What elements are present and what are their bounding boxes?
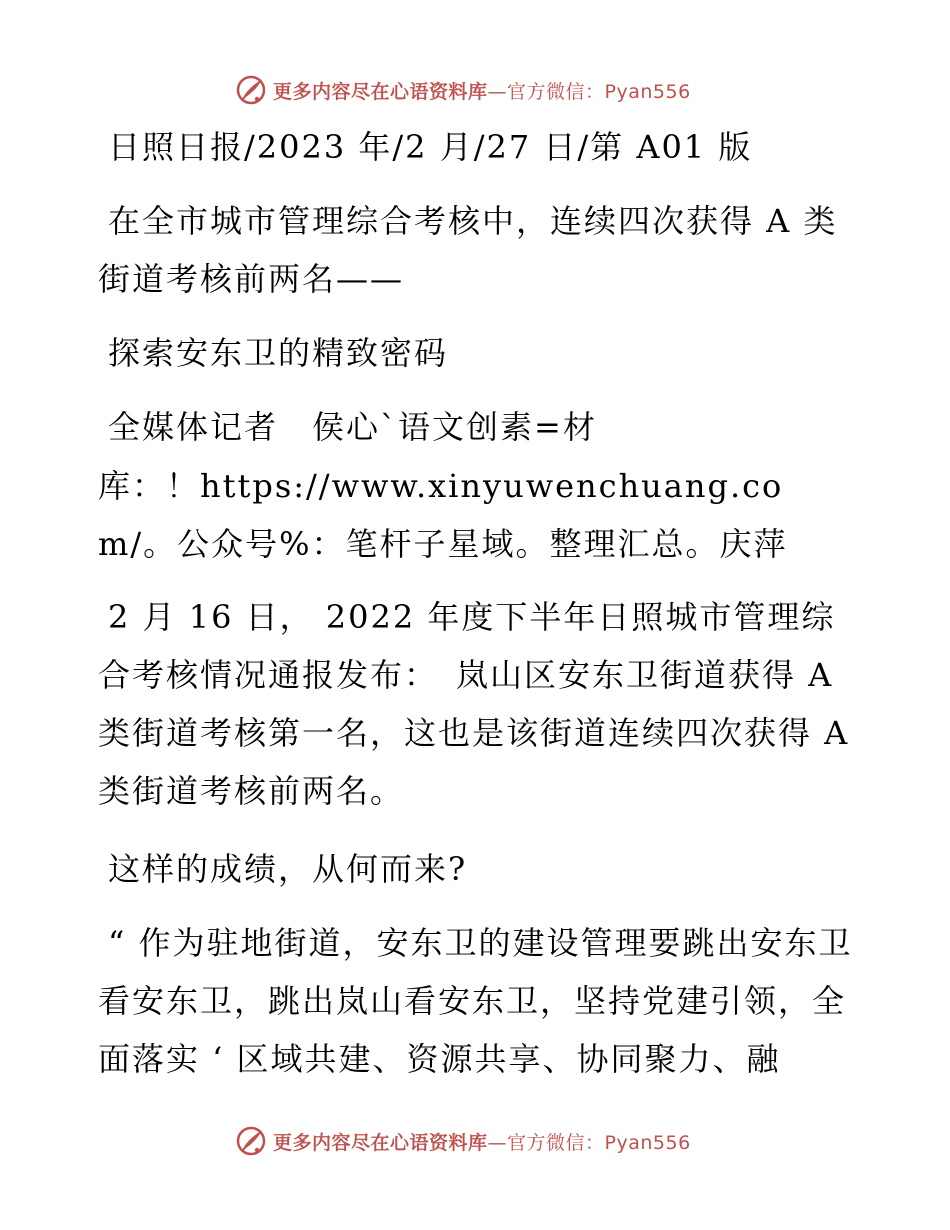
dateline: 日照日报/2023 年/2 月/27 日/第 A01 版 <box>108 128 753 166</box>
watermark-wechat-label: 官方微信： <box>507 1131 605 1154</box>
watermark-text <box>273 77 691 104</box>
quill-logo-icon <box>235 74 267 106</box>
watermark-wechat-id: Pyan556 <box>604 80 691 103</box>
watermark-lead: 更多内容尽在心语资料库 <box>273 80 488 103</box>
watermark-wechat-id: Pyan556 <box>604 1131 691 1154</box>
body-paragraph-2: 这样的成绩，从何而来? <box>108 850 468 888</box>
watermark-banner-top <box>235 73 691 107</box>
body-paragraph-3: “ 作为驻地街道，安东卫的建设管理要跳出安东卫看安东卫，跳出岚山看安东卫，坚持党建引领，全面落实 ‘ 区域共建、资源共享、协同聚力、融 <box>98 924 853 1078</box>
watermark-banner-bottom <box>235 1124 691 1158</box>
article-kicker: 在全市城市管理综合考核中，连续四次获得 A 类街道考核前两名—— <box>98 202 838 298</box>
watermark-wechat-label: 官方微信： <box>507 80 605 103</box>
watermark-text <box>273 1128 691 1155</box>
article-byline: 全媒体记者 侯心`语文创素=材 <box>108 408 597 446</box>
watermark-lead: 更多内容尽在心语资料库 <box>273 1131 488 1154</box>
body-paragraph-1: 2 月 16 日， 2022 年度下半年日照城市管理综合考核情况通报发布： 岚山区安东卫街道获得 A 类街道考核第一名，这也是该街道连续四次获得 A 类街道考核前两名。 <box>98 598 862 810</box>
quill-logo-icon <box>235 1125 267 1157</box>
watermark-separator: — <box>487 80 508 103</box>
source-noise-line: 库：！https://www.xinyuwenchuang.com/。公众号%：笔杆子星域。整理汇总。庆萍 <box>98 467 788 563</box>
watermark-separator: — <box>487 1131 508 1154</box>
article-headline: 探索安东卫的精致密码 <box>108 334 449 372</box>
